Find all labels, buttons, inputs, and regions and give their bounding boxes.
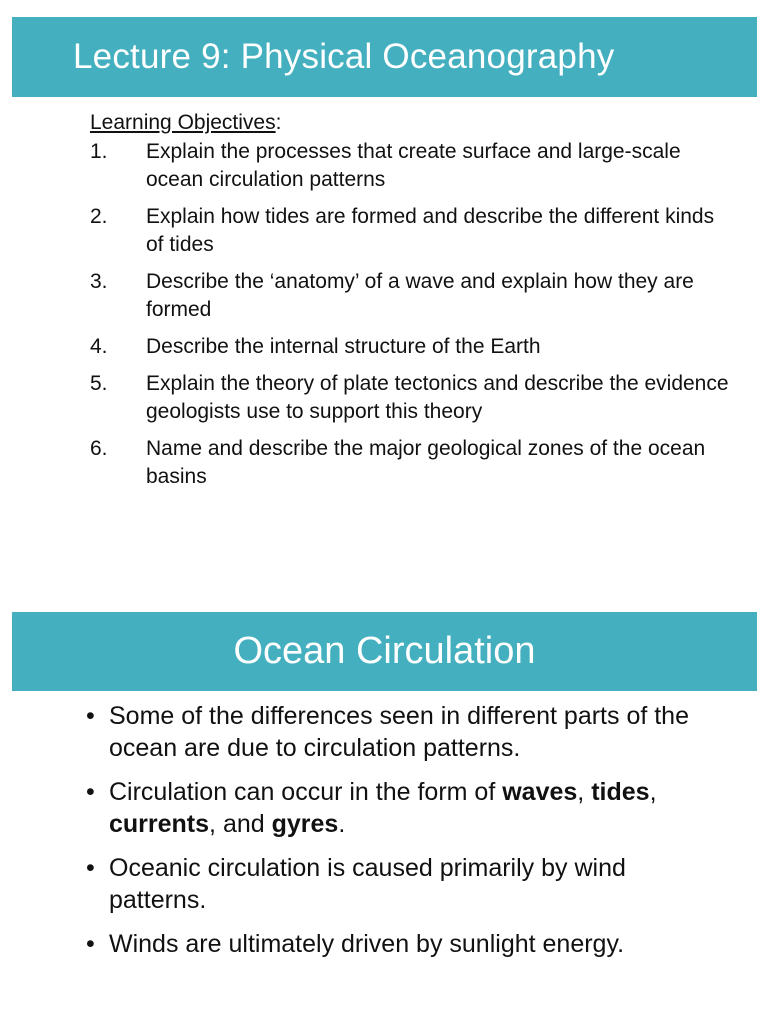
bullet-item (86, 852, 716, 916)
slide2-title: Ocean Circulation (233, 630, 536, 672)
objective-text: Describe the ‘anatomy’ of a wave and explain how they are formed (146, 270, 694, 321)
bullet-text: Some of the differences seen in different parts of the ocean are due to circulation patterns. (109, 702, 689, 762)
bullet-marker: • (86, 702, 95, 730)
bullet-text-part: , (649, 778, 657, 806)
bullet-text-part: Circulation can occur in the form of (109, 778, 503, 806)
bullet-text-part: . (338, 810, 346, 838)
objectives-heading (90, 108, 730, 138)
objective-item (90, 203, 730, 259)
objectives-list (90, 138, 730, 491)
objective-text: Name and describe the major geological zones of the ocean basins (146, 437, 706, 488)
objective-item (90, 435, 730, 491)
bullet-text (109, 776, 716, 840)
slide1-title-banner (12, 17, 757, 97)
learning-objectives (90, 108, 730, 491)
objective-number: 5. (90, 372, 108, 395)
bullet-item (86, 776, 716, 840)
objective-item (90, 333, 730, 361)
slide1-title: Lecture 9: Physical Oceanography (73, 37, 615, 76)
objective-number: 2. (90, 205, 108, 228)
bullet-text: Oceanic circulation is caused primarily by wind patterns. (109, 854, 626, 914)
objective-item (90, 370, 730, 426)
slide2-title-banner (12, 612, 757, 691)
term-currents: currents (109, 810, 210, 838)
objective-number: 6. (90, 437, 108, 460)
objectives-heading-label: Learning Objectives (90, 111, 276, 134)
bullet-marker: • (86, 930, 95, 958)
objective-text: Explain how tides are formed and describe the different kinds of tides (146, 205, 715, 256)
objective-number: 1. (90, 140, 108, 163)
term-gyres: gyres (271, 810, 339, 838)
bullet-marker: • (86, 854, 95, 882)
objective-item (90, 138, 730, 194)
bullet-text-part: , and (209, 810, 272, 838)
objective-number: 3. (90, 270, 108, 293)
bullet-item (86, 928, 716, 960)
objective-number: 4. (90, 335, 108, 358)
objectives-heading-colon: : (275, 111, 282, 134)
term-tides: tides (591, 778, 650, 806)
objective-text: Describe the internal structure of the Earth (146, 335, 541, 358)
bullet-marker: • (86, 778, 95, 806)
bullet-text-part: , (577, 778, 592, 806)
bullet-item (86, 700, 716, 764)
objective-text: Explain the processes that create surface and large-scale ocean circulation patterns (146, 140, 681, 191)
term-waves: waves (502, 778, 578, 806)
bullet-text: Winds are ultimately driven by sunlight energy. (109, 930, 625, 958)
objective-text: Explain the theory of plate tectonics and describe the evidence geologists use to support this theory (146, 372, 729, 423)
circulation-bullets (86, 700, 716, 972)
objective-item (90, 268, 730, 324)
